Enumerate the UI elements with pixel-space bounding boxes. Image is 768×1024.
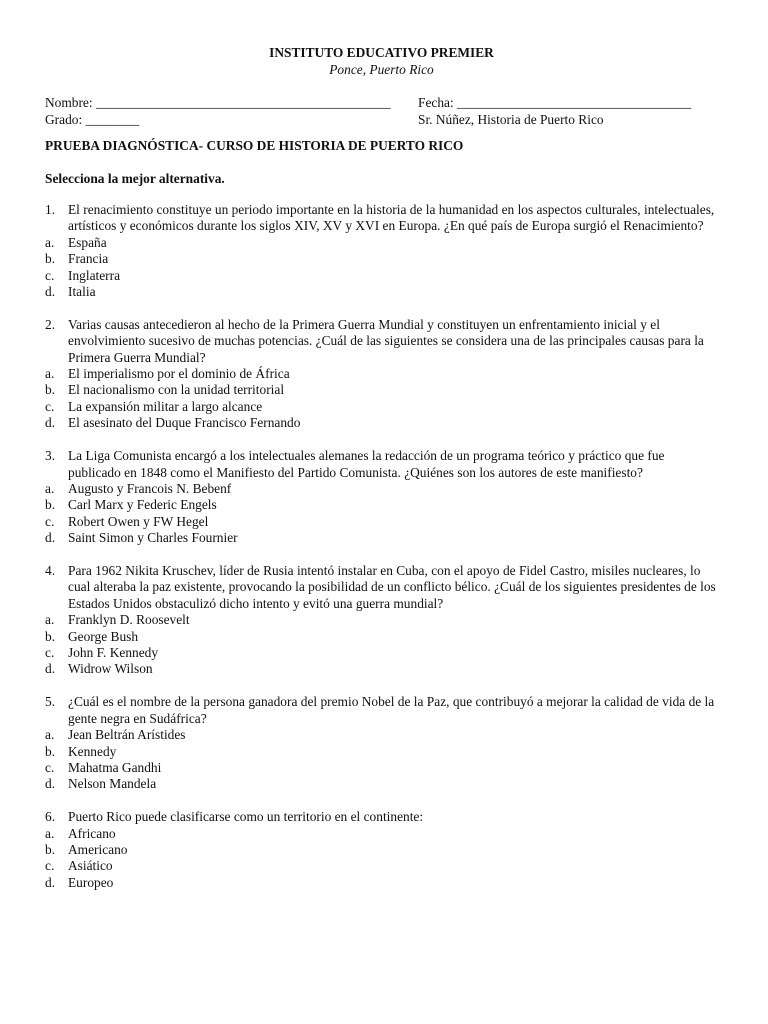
answer-option [45, 268, 718, 284]
question-stem [45, 809, 718, 825]
question-stem [45, 563, 718, 612]
question-stem [45, 317, 718, 366]
answer-option [45, 727, 718, 743]
option-text: Carl Marx y Federic Engels [68, 497, 217, 513]
question-text: Puerto Rico puede clasificarse como un territorio en el continente: [68, 809, 424, 825]
question-text: El renacimiento constituye un periodo importante en la historia de la humanidad en los aspectos culturales, intelectuales, artísticos y económicos durante los siglos XIV, XV y XVI en Europa. ¿En qué país de Europa surgió el Renacimiento? [68, 202, 715, 234]
question-6 [45, 809, 718, 891]
option-text: Inglaterra [68, 267, 121, 283]
option-text: La expansión militar a largo alcance [68, 398, 263, 414]
option-letter: c. [45, 759, 55, 775]
option-text: Widrow Wilson [68, 661, 153, 677]
option-letter: d. [45, 415, 56, 431]
option-text: John F. Kennedy [68, 645, 159, 661]
answer-option [45, 875, 718, 891]
form-row-name-date [45, 95, 718, 112]
option-text: Europeo [68, 874, 114, 890]
question-number: 1. [45, 202, 56, 217]
option-text: El nacionalismo con la unidad territorial [68, 382, 285, 398]
option-letter: b. [45, 497, 56, 513]
answer-option [45, 415, 718, 431]
option-letter: c. [45, 513, 55, 529]
question-text: Varias causas antecedieron al hecho de la Primera Guerra Mundial y constituyen un enfrentamiento inicial y el envolvimiento sucesivo de muchas potencias. ¿Cuál de las siguientes se considera una de las principales causas para la Primera Guerra Mundial? [68, 316, 704, 365]
option-letter: a. [45, 234, 55, 250]
option-text: Nelson Mandela [68, 776, 157, 792]
option-text: Italia [68, 283, 96, 299]
answer-option [45, 235, 718, 251]
teacher-course: Sr. Núñez, Historia de Puerto Rico [418, 111, 604, 127]
question-1 [45, 202, 718, 300]
option-text: Robert Owen y FW Hegel [68, 513, 209, 529]
question-2 [45, 317, 718, 432]
option-text: El asesinato del Duque Francisco Fernando [68, 415, 301, 431]
option-letter: a. [45, 612, 55, 628]
question-text: Para 1962 Nikita Kruschev, líder de Rusia intentó instalar en Cuba, con el apoyo de Fidel Castro, misiles nucleares, lo cual alteraba la paz existente, provocando la posibilidad de un conflicto bélico. ¿Cuál de los siguientes presidentes de los Estados Unidos obstaculizó dicho intento y evitó una guerra mundial? [68, 563, 716, 611]
school-name: INSTITUTO EDUCATIVO PREMIER [269, 45, 494, 60]
option-letter: b. [45, 628, 56, 644]
option-letter: d. [45, 661, 56, 677]
question-text: ¿Cuál es el nombre de la persona ganadora del premio Nobel de la Paz, que contribuyó a mejorar la calidad de vida de la gente negra en Sudáfrica? [68, 694, 715, 726]
question-number: 4. [45, 563, 56, 579]
option-text: Augusto y Francois N. Bebenf [68, 480, 232, 496]
test-title: PRUEBA DIAGNÓSTICA- CURSO DE HISTORIA DE PUERTO RICO [45, 138, 464, 153]
question-5 [45, 694, 718, 792]
option-letter: a. [45, 825, 55, 841]
school-location: Ponce, Puerto Rico [329, 62, 434, 77]
option-text: Franklyn D. Roosevelt [68, 612, 190, 628]
answer-option [45, 284, 718, 300]
question-list [45, 202, 718, 891]
question-text: La Liga Comunista encargó a los intelectuales alemanes la redacción de un programa teórico y práctico que fue publicado en 1848 como el Manifiesto del Partido Comunista. ¿Quiénes son los autores de este manifiesto? [68, 448, 665, 480]
answer-option [45, 760, 718, 776]
option-text: El imperialismo por el dominio de África [68, 366, 290, 382]
option-letter: c. [45, 858, 55, 874]
answer-option [45, 776, 718, 792]
question-3 [45, 448, 718, 546]
date-field: Fecha: ___________________________________ [418, 95, 692, 110]
option-letter: c. [45, 645, 55, 661]
option-text: España [68, 234, 107, 250]
answer-option [45, 399, 718, 415]
option-letter: a. [45, 480, 55, 496]
option-letter: d. [45, 776, 56, 792]
answer-option [45, 826, 718, 842]
answer-option [45, 858, 718, 874]
question-number: 6. [45, 809, 56, 825]
question-number: 5. [45, 694, 56, 710]
form-row-grade-teacher [45, 112, 718, 129]
option-text: Saint Simon y Charles Fournier [68, 530, 238, 546]
answer-option [45, 514, 718, 530]
option-text: Mahatma Gandhi [68, 759, 162, 775]
option-letter: b. [45, 743, 56, 759]
answer-option [45, 382, 718, 398]
option-text: George Bush [68, 628, 139, 644]
question-stem [45, 694, 718, 727]
option-text: Asiático [68, 858, 113, 874]
grade-field: Grado: ________ [45, 111, 140, 127]
answer-option [45, 629, 718, 645]
question-4 [45, 563, 718, 678]
answer-option [45, 497, 718, 513]
option-letter: b. [45, 251, 56, 267]
option-letter: b. [45, 382, 56, 398]
option-letter: d. [45, 530, 56, 546]
option-letter: b. [45, 841, 56, 857]
answer-option [45, 612, 718, 628]
question-stem [45, 448, 718, 481]
option-letter: d. [45, 283, 56, 299]
question-stem [45, 202, 718, 235]
option-letter: a. [45, 366, 55, 382]
question-number: 3. [45, 448, 56, 464]
option-letter: c. [45, 398, 55, 414]
answer-option [45, 251, 718, 267]
option-text: Americano [68, 841, 128, 857]
option-text: Francia [68, 251, 109, 267]
answer-option [45, 481, 718, 497]
name-field: Nombre: ____________________________________________ [45, 95, 391, 110]
answer-option [45, 744, 718, 760]
answer-option [45, 842, 718, 858]
option-text: Africano [68, 825, 116, 841]
answer-option [45, 530, 718, 546]
option-letter: a. [45, 727, 55, 743]
answer-option [45, 645, 718, 661]
instructions: Selecciona la mejor alternativa. [45, 171, 225, 186]
option-text: Kennedy [68, 743, 117, 759]
question-number: 2. [45, 316, 56, 332]
answer-option [45, 366, 718, 382]
option-letter: c. [45, 267, 55, 283]
option-letter: d. [45, 874, 56, 890]
answer-option [45, 661, 718, 677]
option-text: Jean Beltrán Arístides [68, 727, 186, 743]
